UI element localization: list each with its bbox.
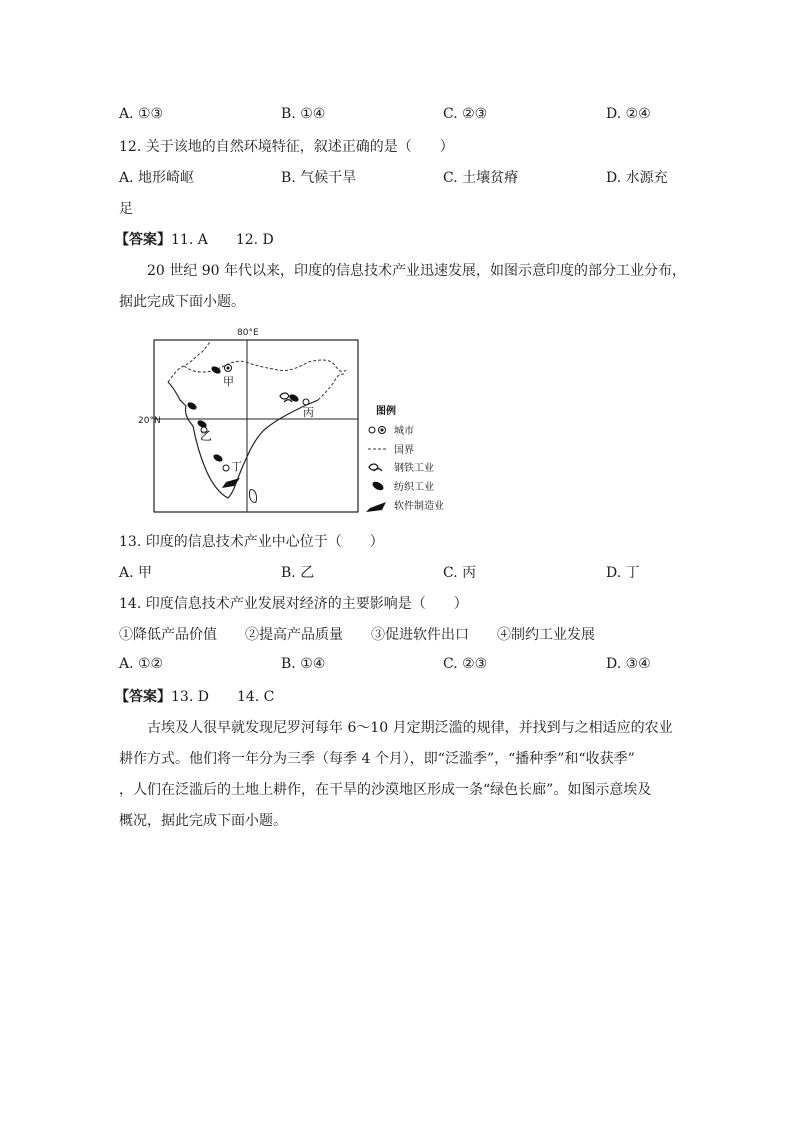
longitude-label: 80°E bbox=[237, 328, 259, 338]
q11-option-d: D. ②④ bbox=[606, 106, 651, 122]
place-jia: 甲 bbox=[223, 375, 234, 388]
legend-city-icon bbox=[381, 429, 384, 432]
q13-option-a: A. 甲 bbox=[119, 565, 153, 581]
q14-choice-2: ②提高产品质量 bbox=[245, 627, 343, 643]
answer-text: 13. D 14. C bbox=[171, 689, 275, 705]
textile-icon bbox=[288, 393, 300, 403]
legend-city-icon bbox=[369, 427, 375, 433]
q11-option-b: B. ①④ bbox=[281, 106, 326, 122]
q11-option-a: A. ①③ bbox=[119, 106, 164, 122]
answer-block-2 bbox=[115, 686, 274, 706]
place-ding: 丁 bbox=[231, 460, 242, 473]
q12-stem: 12. 关于该地的自然环境特征，叙述正确的是（ ） bbox=[119, 139, 454, 155]
q12-option-d: D. 水源充 bbox=[606, 170, 668, 186]
q13-option-c: C. 丙 bbox=[443, 565, 477, 581]
textile-icon bbox=[186, 401, 198, 411]
q14-option-b: B. ①④ bbox=[281, 656, 326, 672]
q12-option-a: A. 地形崎岖 bbox=[119, 170, 195, 186]
q14-choice-1: ①降低产品价值 bbox=[119, 627, 217, 643]
india-industry-map bbox=[138, 322, 468, 518]
q11-option-c: C. ②③ bbox=[443, 106, 488, 122]
passage1-line2: 据此完成下面小题。 bbox=[119, 294, 245, 310]
q13-option-b: B. 乙 bbox=[281, 565, 315, 581]
city-icon bbox=[223, 465, 229, 471]
textile-icon bbox=[212, 453, 224, 463]
q13-option-d: D. 丁 bbox=[606, 565, 640, 581]
map-frame bbox=[154, 340, 358, 512]
q14-option-d: D. ③④ bbox=[606, 656, 651, 672]
answer-label: 【答案】 bbox=[115, 232, 171, 248]
q14-option-a: A. ①② bbox=[119, 656, 164, 672]
answer-text: 11. A 12. D bbox=[171, 232, 274, 248]
legend-software: 软件制造业 bbox=[394, 501, 444, 512]
passage2-line3: ，人们在泛滥后的土地上耕作，在干旱的沙漠地区形成一条“绿色长廊”。如图示意埃及 bbox=[119, 782, 652, 798]
legend-software-icon bbox=[366, 502, 386, 512]
passage2-line4: 概况，据此完成下面小题。 bbox=[119, 813, 287, 829]
answer-block-1 bbox=[115, 229, 274, 249]
q13-stem: 13. 印度的信息技术产业中心位于（ ） bbox=[119, 534, 384, 550]
q14-stem: 14. 印度信息技术产业发展对经济的主要影响是（ ） bbox=[119, 596, 468, 612]
city-icon bbox=[227, 367, 230, 370]
legend-title: 图例 bbox=[376, 406, 396, 417]
passage2-line2: 耕作方式。他们将一年分为三季（每季 4 个月），即“泛滥季”，“播种季”和“收获季” bbox=[119, 751, 635, 767]
q12-option-b: B. 气候干旱 bbox=[281, 170, 357, 186]
textile-icon bbox=[210, 365, 222, 375]
q14-choice-3: ③促进软件出口 bbox=[371, 627, 469, 643]
latitude-label: 20°N bbox=[138, 416, 161, 426]
legend-border: 国界 bbox=[394, 445, 414, 456]
answer-label: 【答案】 bbox=[115, 689, 171, 705]
legend-steel: 钢铁工业 bbox=[394, 463, 434, 474]
legend-city: 城市 bbox=[394, 426, 414, 437]
q12-option-c: C. 土壤贫瘠 bbox=[443, 170, 519, 186]
q14-option-c: C. ②③ bbox=[443, 656, 488, 672]
legend-textile: 纺织工业 bbox=[394, 482, 434, 493]
passage2-line1: 古埃及人很早就发现尼罗河每年 6～10 月定期泛滥的规律，并找到与之相适应的农业 bbox=[147, 720, 673, 736]
city-icon bbox=[303, 399, 309, 405]
sri-lanka bbox=[249, 490, 256, 503]
place-bing: 丙 bbox=[303, 406, 314, 419]
place-yi: 乙 bbox=[200, 429, 213, 443]
passage1-line1: 20 世纪 90 年代以来，印度的信息技术产业迅速发展，如图示意印度的部分工业分布， bbox=[147, 263, 686, 279]
legend-steel-icon bbox=[369, 464, 382, 471]
legend-textile-icon bbox=[371, 480, 385, 492]
q14-choice-4: ④制约工业发展 bbox=[497, 627, 595, 643]
software-icon bbox=[222, 478, 240, 488]
q12-option-d-wrap: 足 bbox=[119, 201, 133, 217]
